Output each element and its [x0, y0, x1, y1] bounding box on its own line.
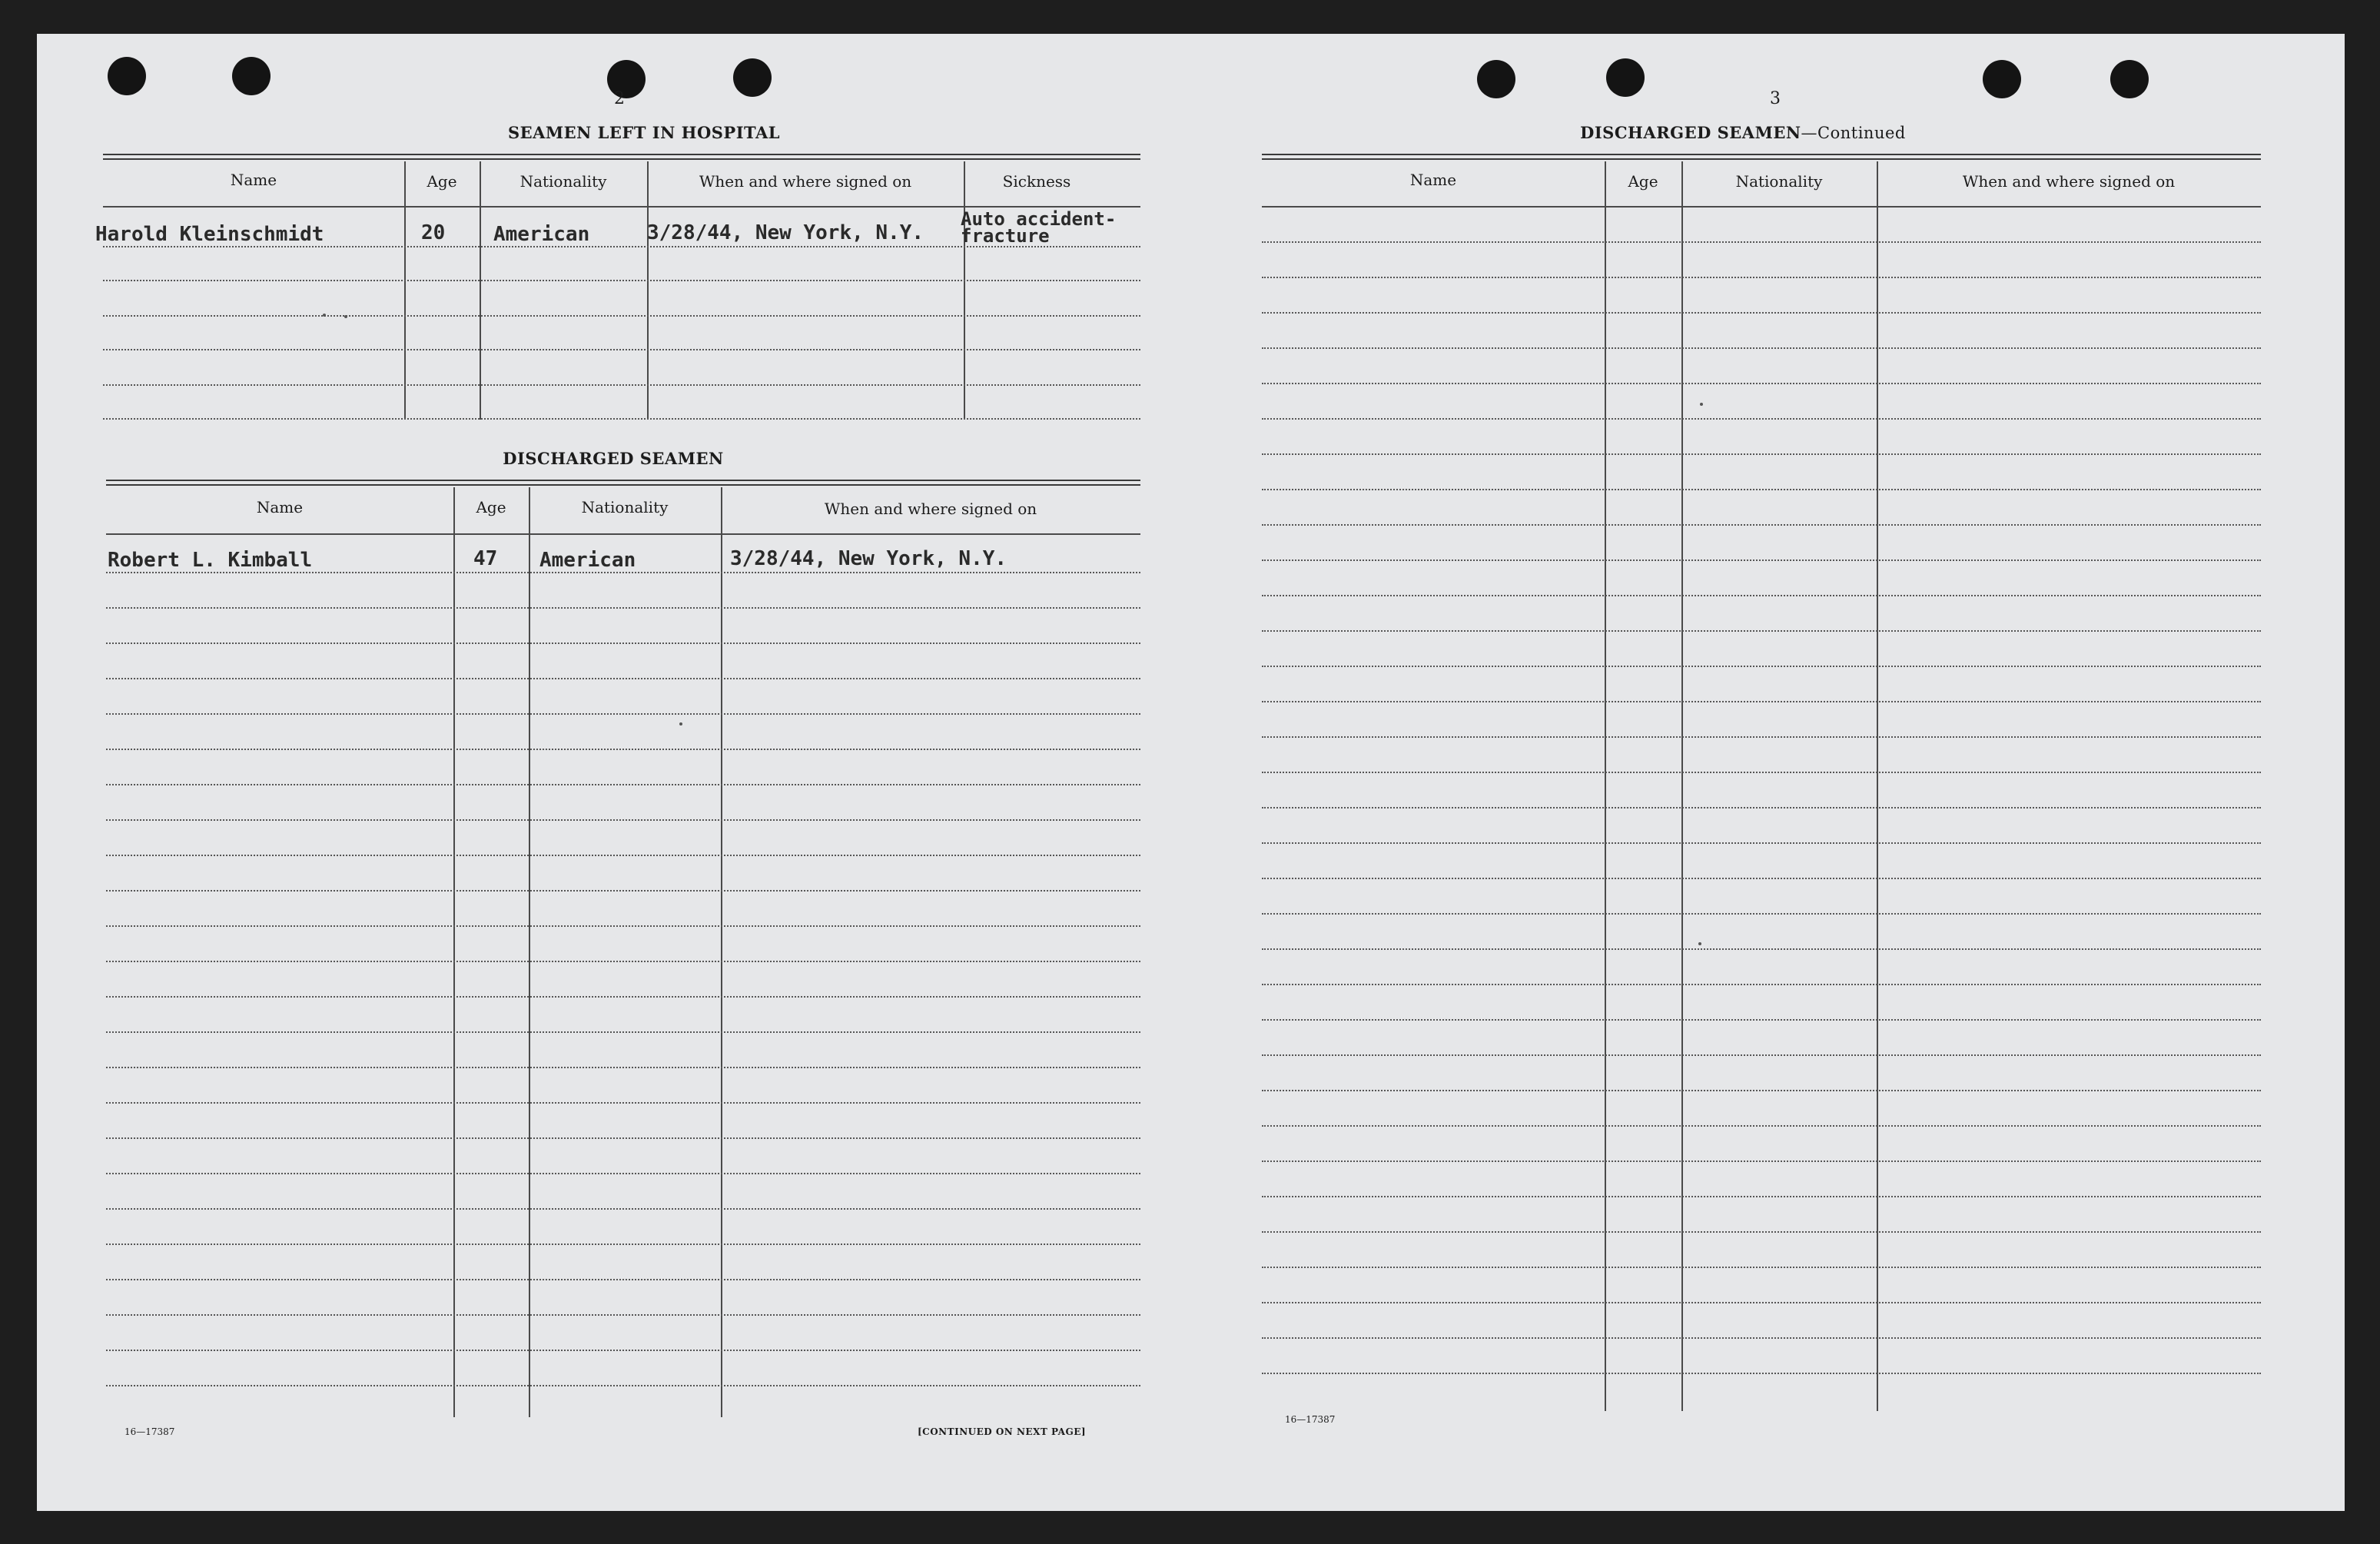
punch-hole [1477, 60, 1515, 98]
continued-note: [CONTINUED ON NEXT PAGE] [918, 1426, 1087, 1437]
row-line [1262, 948, 2261, 950]
row-line [103, 384, 1140, 386]
row-line [1262, 772, 2261, 773]
hospital-sickness-line1: Auto accident- [961, 208, 1117, 230]
column-header-nationality: Nationality [519, 172, 607, 191]
column-divider [647, 161, 649, 420]
column-header-signed-on: When and where signed on [699, 172, 912, 191]
page-number: 2 [614, 89, 625, 108]
row-line [1262, 701, 2261, 702]
row-line [106, 678, 1140, 679]
discharged-name: Robert L. Kimball [108, 549, 313, 572]
row-line [106, 1385, 1140, 1386]
row-line [1262, 807, 2261, 809]
hospital-signed-on: 3/28/44, New York, N.Y. [647, 221, 924, 244]
paper-speck [344, 315, 347, 318]
row-line [106, 1208, 1140, 1210]
row-line [1262, 1160, 2261, 1162]
row-line [1262, 666, 2261, 667]
row-line [1262, 524, 2261, 526]
row-line [1262, 383, 2261, 384]
column-header-age: Age [427, 172, 457, 191]
column-header-signed-on: When and where signed on [824, 500, 1037, 518]
column-divider [404, 161, 406, 420]
hospital-name: Harold Kleinschmidt [95, 223, 324, 246]
row-line [106, 819, 1140, 821]
row-line [1262, 984, 2261, 985]
hospital-sickness-line2: fracture [961, 225, 1050, 247]
row-line [106, 1102, 1140, 1104]
column-header-name: Name [1409, 171, 1457, 189]
row-line [106, 1067, 1140, 1068]
row-line [1262, 878, 2261, 879]
paper-speck [1700, 403, 1703, 406]
row-line [1262, 1373, 2261, 1374]
column-header-name: Name [256, 498, 304, 516]
column-header-nationality: Nationality [581, 498, 669, 516]
row-line [1262, 913, 2261, 915]
column-header-sickness: Sickness [1002, 172, 1071, 191]
column-header-name: Name [230, 171, 277, 189]
row-line [103, 246, 1140, 247]
row-line [106, 1031, 1140, 1033]
discharged-age: 47 [473, 547, 498, 570]
discharged-continued-title [1451, 123, 2035, 142]
row-line [1262, 489, 2261, 490]
row-line [1262, 1302, 2261, 1303]
row-line [103, 315, 1140, 317]
row-line [1262, 559, 2261, 561]
row-line [1262, 630, 2261, 632]
row-line [106, 784, 1140, 785]
discharged-nationality: American [539, 549, 636, 572]
hospital-section-title: SEAMEN LEFT IN HOSPITAL [507, 123, 781, 142]
column-header-age: Age [476, 498, 506, 516]
title-rule [1262, 158, 2261, 160]
row-line [1262, 1231, 2261, 1233]
row-line [1262, 1267, 2261, 1268]
row-line [106, 855, 1140, 856]
title-suffix: —Continued [1801, 124, 1906, 142]
row-line [106, 890, 1140, 892]
row-line [1262, 1090, 2261, 1091]
row-line [106, 1279, 1140, 1280]
row-line [103, 418, 1140, 420]
row-line [1262, 842, 2261, 844]
row-line [106, 961, 1140, 962]
row-line [1262, 1019, 2261, 1021]
row-line [1262, 312, 2261, 314]
row-line [103, 349, 1140, 350]
title-rule [103, 158, 1140, 160]
row-line [106, 749, 1140, 750]
row-line [1262, 1196, 2261, 1197]
document-sheet [37, 34, 2345, 1511]
punch-hole [232, 57, 271, 95]
column-header-signed-on: When and where signed on [1962, 172, 2176, 191]
column-divider [964, 161, 965, 420]
row-line [106, 1244, 1140, 1245]
row-line [106, 643, 1140, 644]
header-rule [1262, 206, 2261, 208]
form-number: 16—17387 [124, 1426, 175, 1437]
column-divider [529, 487, 530, 1417]
punch-hole [733, 58, 772, 97]
column-divider [453, 487, 455, 1417]
row-line [1262, 453, 2261, 455]
title-main: DISCHARGED SEAMEN [1580, 123, 1801, 142]
hospital-age: 20 [421, 221, 446, 244]
row-line [1262, 1125, 2261, 1127]
row-line [1262, 1054, 2261, 1056]
punch-hole [1983, 60, 2021, 98]
paper-speck [1698, 942, 1701, 945]
title-rule [106, 480, 1140, 481]
row-line [1262, 736, 2261, 738]
header-rule [103, 206, 1140, 208]
discharged-signed-on: 3/28/44, New York, N.Y. [730, 547, 1007, 570]
column-header-age: Age [1628, 172, 1658, 191]
row-line [106, 1314, 1140, 1316]
row-line [106, 1173, 1140, 1174]
row-line [1262, 347, 2261, 349]
row-line [106, 996, 1140, 998]
row-line [106, 925, 1140, 927]
row-line [106, 572, 1140, 573]
row-line [103, 280, 1140, 281]
row-line [1262, 595, 2261, 596]
hospital-nationality: American [493, 223, 590, 246]
row-line [1262, 241, 2261, 243]
paper-speck [679, 722, 682, 726]
row-line [106, 713, 1140, 715]
row-line [1262, 418, 2261, 420]
title-rule [106, 484, 1140, 486]
column-header-nationality: Nationality [1735, 172, 1823, 191]
title-rule [103, 154, 1140, 155]
row-line [106, 607, 1140, 609]
column-divider [480, 161, 481, 420]
paper-speck [323, 314, 326, 317]
row-line [1262, 1337, 2261, 1339]
column-divider [721, 487, 722, 1417]
page-number: 3 [1770, 89, 1781, 108]
punch-hole [1606, 58, 1645, 97]
row-line [106, 1350, 1140, 1351]
row-line [1262, 277, 2261, 278]
title-rule [1262, 154, 2261, 155]
row-line [106, 1137, 1140, 1139]
header-rule [106, 533, 1140, 535]
discharged-section-title: DISCHARGED SEAMEN [503, 449, 724, 468]
punch-hole [108, 57, 146, 95]
form-number: 16—17387 [1285, 1414, 1336, 1425]
punch-hole [2110, 60, 2149, 98]
